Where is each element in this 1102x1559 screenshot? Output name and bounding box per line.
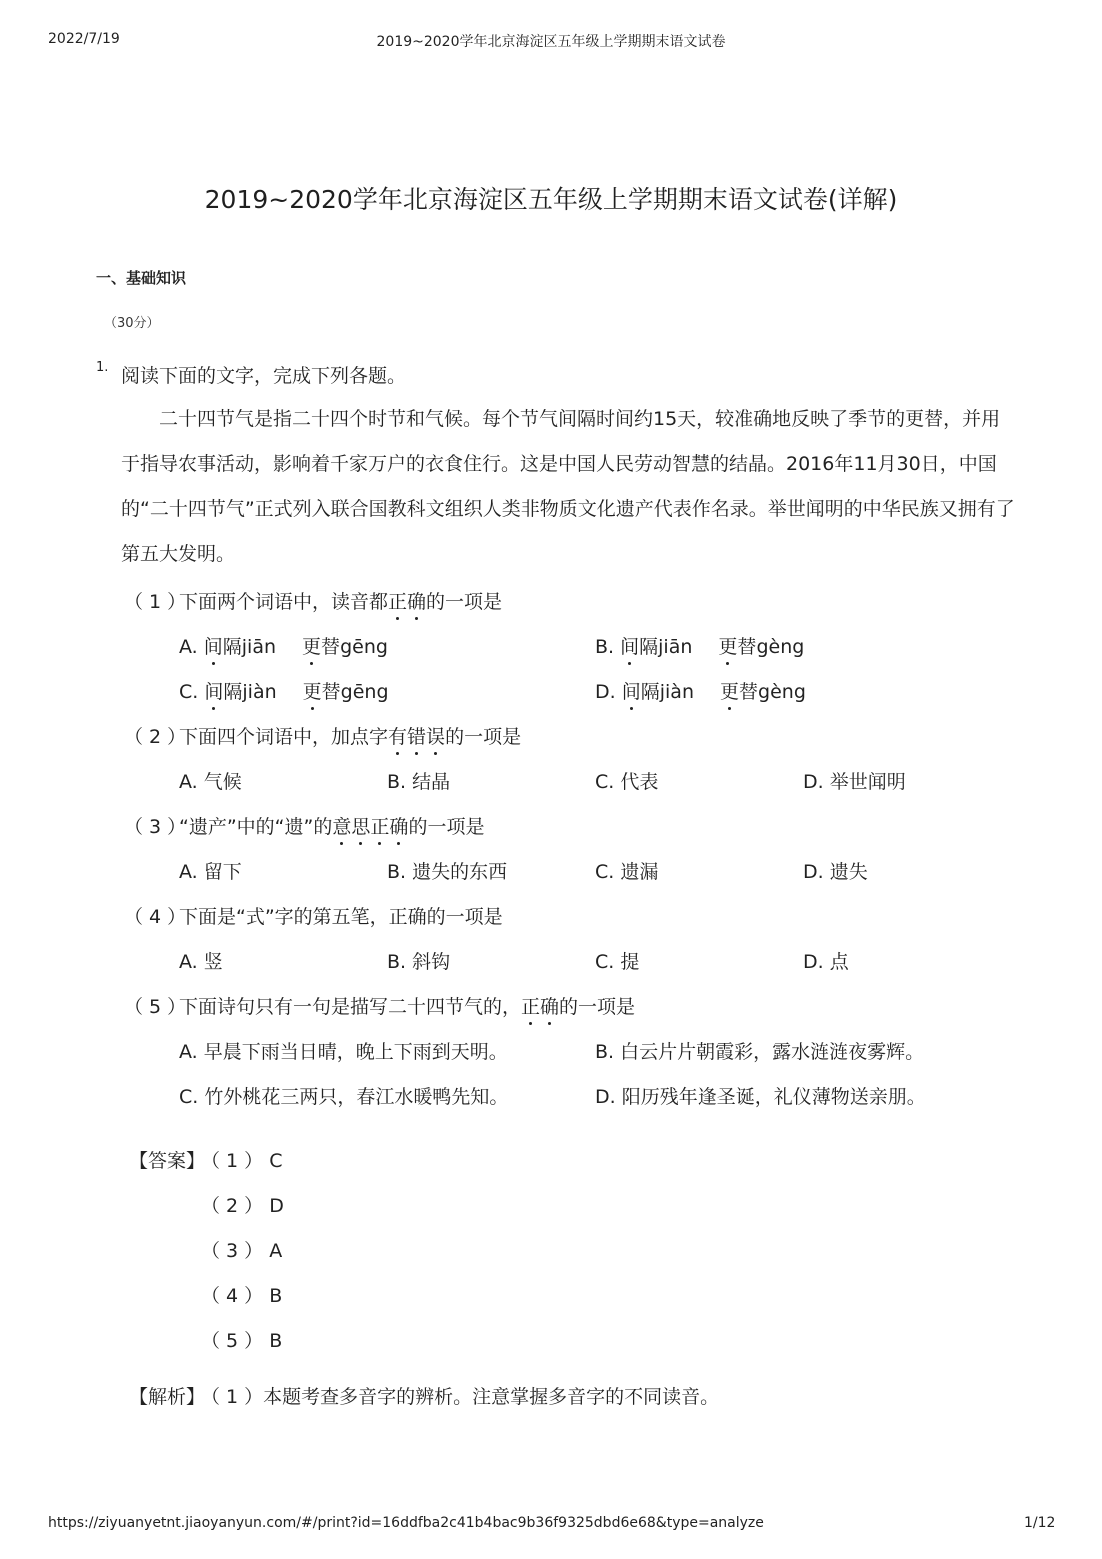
emphasis-char: 正 (370, 816, 390, 838)
sub-question-number: （ 2 ） (124, 726, 187, 748)
stem-text: 的一项是 (408, 816, 485, 838)
word-char: 隔 (223, 681, 243, 703)
option-a[interactable]: A. 留下 (179, 861, 242, 883)
dotted-char: 更 (302, 636, 322, 658)
word-char: 隔 (640, 681, 660, 703)
pinyin: jiàn (659, 681, 694, 703)
answer-item: （ 4 ） B (201, 1285, 283, 1307)
question-number: 1. (96, 360, 109, 375)
sub-question-text (179, 812, 484, 839)
document-title: 2019~2020学年北京海淀区五年级上学期期末语文试卷(详解) (204, 185, 898, 214)
answer-label: 【答案】 (129, 1150, 206, 1172)
option-letter: C. (179, 681, 205, 703)
pinyin: gēng (340, 681, 389, 703)
emphasis-char: 正 (388, 591, 408, 613)
source-url: https://ziyuanyetnt.jiaoyanyun.com/#/print?id=16ddfba2c41b4bac9b36f9325dbd6e68&type=analyze (48, 1515, 764, 1531)
stem-text: 的一项是 (445, 726, 522, 748)
pinyin: jiān (658, 636, 693, 658)
emphasis-char: 有 (388, 726, 408, 748)
emphasis-char: 确 (407, 591, 427, 613)
option-d[interactable] (595, 677, 806, 704)
word-char: 替 (737, 636, 757, 658)
sub-question-number: （ 3 ） (124, 816, 187, 838)
option-d[interactable]: D. 阳历残年逢圣诞，礼仪薄物送亲朋。 (595, 1086, 926, 1108)
option-c[interactable]: C. 遗漏 (595, 861, 659, 883)
section-score: （30分） (104, 316, 160, 331)
sub-question-number: （ 4 ） (124, 906, 187, 928)
analysis-label: 【解析】 (129, 1386, 206, 1408)
emphasis-char: 错 (407, 726, 427, 748)
pinyin: jiàn (242, 681, 277, 703)
page-number: 1/12 (1024, 1515, 1056, 1531)
option-letter: D. (595, 681, 622, 703)
word-char: 替 (739, 681, 759, 703)
option-b[interactable]: B. 白云片片朝霞彩，露水涟涟夜雾辉。 (595, 1041, 925, 1063)
stem-text: 下面两个词语中，读音都 (179, 591, 389, 613)
answer-item: （ 3 ） A (201, 1240, 283, 1262)
dotted-char: 更 (720, 681, 740, 703)
option-a[interactable]: A. 早晨下雨当日晴，晚上下雨到天明。 (179, 1041, 508, 1063)
dotted-char: 更 (718, 636, 738, 658)
stem-text: 的一项是 (559, 996, 636, 1018)
word-char: 替 (321, 636, 341, 658)
section-heading: 一、基础知识 (96, 269, 187, 287)
stem-text: “遗产”中的“遗”的 (179, 816, 333, 838)
dotted-char: 间 (621, 681, 641, 703)
option-letter: A. (179, 636, 204, 658)
question-stem: 阅读下面的文字，完成下列各题。 (121, 365, 407, 387)
option-b[interactable]: B. 斜钩 (387, 951, 451, 973)
emphasis-char: 确 (540, 996, 560, 1018)
option-a[interactable] (179, 632, 388, 659)
pinyin: gèng (758, 681, 806, 703)
option-b[interactable] (595, 632, 804, 659)
pinyin: gèng (756, 636, 805, 658)
option-d[interactable]: D. 举世闻明 (803, 771, 906, 793)
dotted-char: 间 (204, 681, 224, 703)
option-c[interactable]: C. 竹外桃花三两只，春江水暖鸭先知。 (179, 1086, 509, 1108)
word-char: 隔 (639, 636, 659, 658)
analysis-text: （ 1 ）本题考查多音字的辨析。注意掌握多音字的不同读音。 (201, 1386, 720, 1408)
option-a[interactable]: A. 气候 (179, 771, 242, 793)
print-date: 2022/7/19 (48, 31, 120, 47)
dotted-char: 间 (203, 636, 223, 658)
stem-text: 的一项是 (426, 591, 503, 613)
emphasis-char: 意 (332, 816, 352, 838)
sub-question-text (179, 992, 635, 1019)
option-d[interactable]: D. 点 (803, 951, 849, 973)
option-b[interactable]: B. 遗失的东西 (387, 861, 508, 883)
pinyin: gēng (340, 636, 388, 658)
sub-question-text (179, 722, 521, 749)
sub-question-number: （ 5 ） (124, 996, 187, 1018)
word-char: 隔 (222, 636, 242, 658)
option-c[interactable] (179, 677, 389, 704)
word-char: 替 (321, 681, 341, 703)
sub-question-number: （ 1 ） (124, 591, 187, 613)
answer-item: （ 1 ） C (201, 1150, 283, 1172)
sub-question-text (179, 587, 502, 614)
stem-text: 下面诗句只有一句是描写二十四节气的， (179, 996, 522, 1018)
emphasis-char: 思 (351, 816, 371, 838)
option-a[interactable]: A. 竖 (179, 951, 223, 973)
emphasis-char: 正 (521, 996, 541, 1018)
pinyin: jiān (241, 636, 277, 658)
option-d[interactable]: D. 遗失 (803, 861, 868, 883)
sub-question-text: 下面是“式”字的第五笔，正确的一项是 (179, 906, 503, 928)
option-c[interactable]: C. 提 (595, 951, 640, 973)
answer-item: （ 2 ） D (201, 1195, 284, 1217)
option-letter: B. (595, 636, 621, 658)
dotted-char: 间 (620, 636, 640, 658)
dotted-char: 更 (302, 681, 322, 703)
answer-item: （ 5 ） B (201, 1330, 283, 1352)
print-header-title: 2019~2020学年北京海淀区五年级上学期期末语文试卷 (376, 34, 726, 50)
option-b[interactable]: B. 结晶 (387, 771, 451, 793)
stem-text: 下面四个词语中，加点字 (179, 726, 389, 748)
reading-passage: 二十四节气是指二十四个时节和气候。每个节气间隔时间约15天，较准确地反映了季节的更替，并用于指导农事活动，影响着千家万户的衣食住行。这是中国人民劳动智慧的结晶。2016年11月30日，中国的“二十四节气”正式列入联合国教科文组织人类非物质文化遗产代表作名录。举世闻明的中华民族又拥有了第五大发明。 (121, 408, 1015, 565)
emphasis-char: 确 (389, 816, 409, 838)
emphasis-char: 误 (426, 726, 446, 748)
option-c[interactable]: C. 代表 (595, 771, 659, 793)
